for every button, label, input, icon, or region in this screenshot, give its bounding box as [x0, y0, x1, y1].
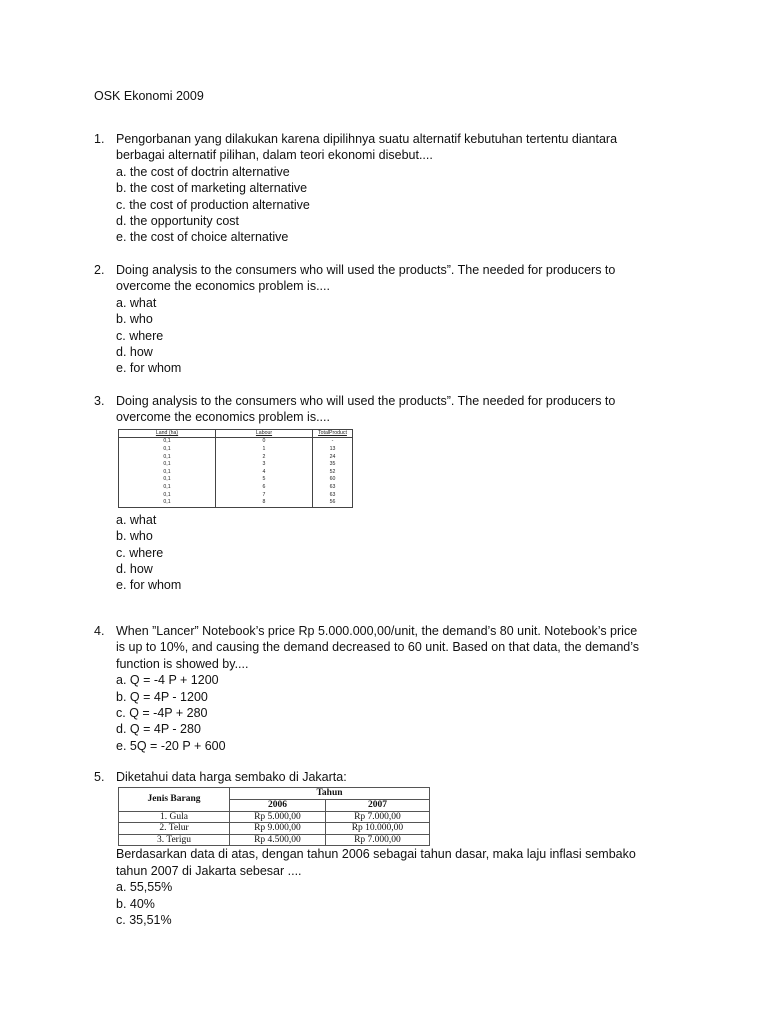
question-text-line: Pengorbanan yang dilakukan karena dipilihnya suatu alternatif kebutuhan tertentu diantara [116, 132, 618, 146]
option-b: b. the cost of marketing alternative [116, 181, 308, 196]
price-2007-cell: Rp 7.000,00 [325, 811, 429, 823]
header-item: Jenis Barang [119, 788, 230, 811]
labour-cell: 4 [216, 469, 313, 477]
table-row [119, 454, 353, 462]
header-land: Land (ha) [119, 429, 216, 438]
table-row [119, 484, 353, 492]
option-c: c. where [116, 328, 164, 343]
question-text-line: berbagai alternatif pilihan, dalam teori ekonomi disebut.... [116, 148, 433, 163]
price-2007-cell: Rp 10.000,00 [325, 823, 429, 835]
question-text-line: tahun 2007 di Jakarta sebesar .... [116, 863, 302, 878]
table-header-row [119, 429, 353, 438]
land-cell: 0,1 [119, 484, 216, 492]
labour-cell: 0 [216, 438, 313, 446]
question-number: 4. [94, 624, 105, 638]
question-text-line: is up to 10%, and causing the demand decreased to 60 unit. Based on that data, the demand’s [116, 640, 640, 655]
option-b: b. Q = 4P - 1200 [116, 689, 208, 704]
option-a: a. what [116, 295, 157, 310]
price-2006-cell: Rp 4.500,00 [230, 834, 326, 846]
header-year-2007: 2007 [325, 800, 429, 812]
option-d: d. how [116, 345, 153, 360]
question-4 [94, 623, 694, 754]
question-number: 1. [94, 132, 105, 146]
table-row [119, 438, 353, 446]
question-number: 5. [94, 770, 105, 784]
total-product-cell: 56 [313, 499, 353, 507]
total-product-cell: 13 [313, 446, 353, 454]
total-product-cell: 52 [313, 469, 353, 477]
land-cell: 0,1 [119, 476, 216, 484]
labour-cell: 8 [216, 499, 313, 507]
labour-cell: 5 [216, 476, 313, 484]
question-1 [94, 131, 694, 246]
answer-options [116, 512, 694, 594]
option-a: a. what [116, 512, 157, 527]
question-number: 3. [94, 394, 105, 408]
header-year-2006: 2006 [230, 800, 326, 812]
item-cell: 2. Telur [119, 823, 230, 835]
table-row [119, 476, 353, 484]
table-row [119, 446, 353, 454]
labour-cell: 3 [216, 461, 313, 469]
option-d: d. how [116, 561, 153, 576]
answer-options [116, 295, 694, 377]
total-product-cell: 63 [313, 484, 353, 492]
total-product-cell: 60 [313, 476, 353, 484]
option-c: c. Q = -4P + 280 [116, 706, 208, 721]
table-row [119, 811, 430, 823]
land-cell: 0,1 [119, 469, 216, 477]
answer-options [116, 672, 694, 754]
labour-cell: 7 [216, 492, 313, 500]
price-2006-cell: Rp 5.000,00 [230, 811, 326, 823]
total-product-cell: - [313, 438, 353, 446]
item-cell: 3. Terigu [119, 834, 230, 846]
table-row [119, 461, 353, 469]
table-header-row [119, 788, 430, 800]
option-b: b. who [116, 529, 153, 544]
question-text-line: When ”Lancer” Notebook’s price Rp 5.000.000,00/unit, the demand’s 80 unit. Notebook’s price [116, 624, 638, 638]
land-cell: 0,1 [119, 446, 216, 454]
price-2007-cell: Rp 7.000,00 [325, 834, 429, 846]
table-row [119, 499, 353, 507]
price-2006-cell: Rp 9.000,00 [230, 823, 326, 835]
question-3 [94, 393, 694, 594]
option-a: a. 55,55% [116, 880, 173, 895]
land-cell: 0,1 [119, 438, 216, 446]
header-labour: Labour [216, 429, 313, 438]
option-e: e. 5Q = -20 P + 600 [116, 738, 226, 753]
option-e: e. the cost of choice alternative [116, 230, 289, 245]
option-d: d. the opportunity cost [116, 214, 239, 229]
option-c: c. the cost of production alternative [116, 197, 310, 212]
question-text-line: Diketahui data harga sembako di Jakarta: [116, 770, 347, 784]
option-c: c. 35,51% [116, 913, 172, 927]
production-table [118, 429, 353, 508]
total-product-cell: 24 [313, 454, 353, 462]
option-a: a. Q = -4 P + 1200 [116, 673, 219, 688]
question-text-line: function is showed by.... [116, 656, 249, 671]
option-b: b. 40% [116, 896, 155, 911]
table-row [119, 823, 430, 835]
option-d: d. Q = 4P - 280 [116, 722, 201, 737]
question-text-line: Doing analysis to the consumers who will used the products”. The needed for producers to [116, 263, 616, 277]
labour-cell: 1 [216, 446, 313, 454]
land-cell: 0,1 [119, 461, 216, 469]
answer-options [116, 164, 694, 246]
question-5 [94, 769, 694, 928]
answer-options [116, 879, 694, 928]
header-total-product: TotalProduct [313, 429, 353, 438]
table-row [119, 834, 430, 846]
question-text-line: overcome the economics problem is.... [116, 410, 330, 425]
labour-cell: 2 [216, 454, 313, 462]
page-title: OSK Ekonomi 2009 [94, 89, 204, 103]
option-e: e. for whom [116, 361, 182, 376]
option-b: b. who [116, 312, 153, 327]
question-text-line: Berdasarkan data di atas, dengan tahun 2006 sebagai tahun dasar, maka laju inflasi sembako [116, 847, 636, 862]
total-product-cell: 63 [313, 492, 353, 500]
question-number: 2. [94, 263, 105, 277]
item-cell: 1. Gula [119, 811, 230, 823]
question-2 [94, 262, 694, 377]
table-row [119, 469, 353, 477]
land-cell: 0,1 [119, 499, 216, 507]
question-text-line: overcome the economics problem is.... [116, 279, 330, 294]
header-year-group: Tahun [230, 788, 430, 800]
price-table [118, 787, 430, 846]
land-cell: 0,1 [119, 454, 216, 462]
option-c: c. where [116, 545, 164, 560]
option-e: e. for whom [116, 578, 182, 593]
question-text-line: Doing analysis to the consumers who will used the products”. The needed for producers to [116, 394, 616, 408]
land-cell: 0,1 [119, 492, 216, 500]
labour-cell: 6 [216, 484, 313, 492]
total-product-cell: 35 [313, 461, 353, 469]
option-a: a. the cost of doctrin alternative [116, 164, 290, 179]
table-row [119, 492, 353, 500]
